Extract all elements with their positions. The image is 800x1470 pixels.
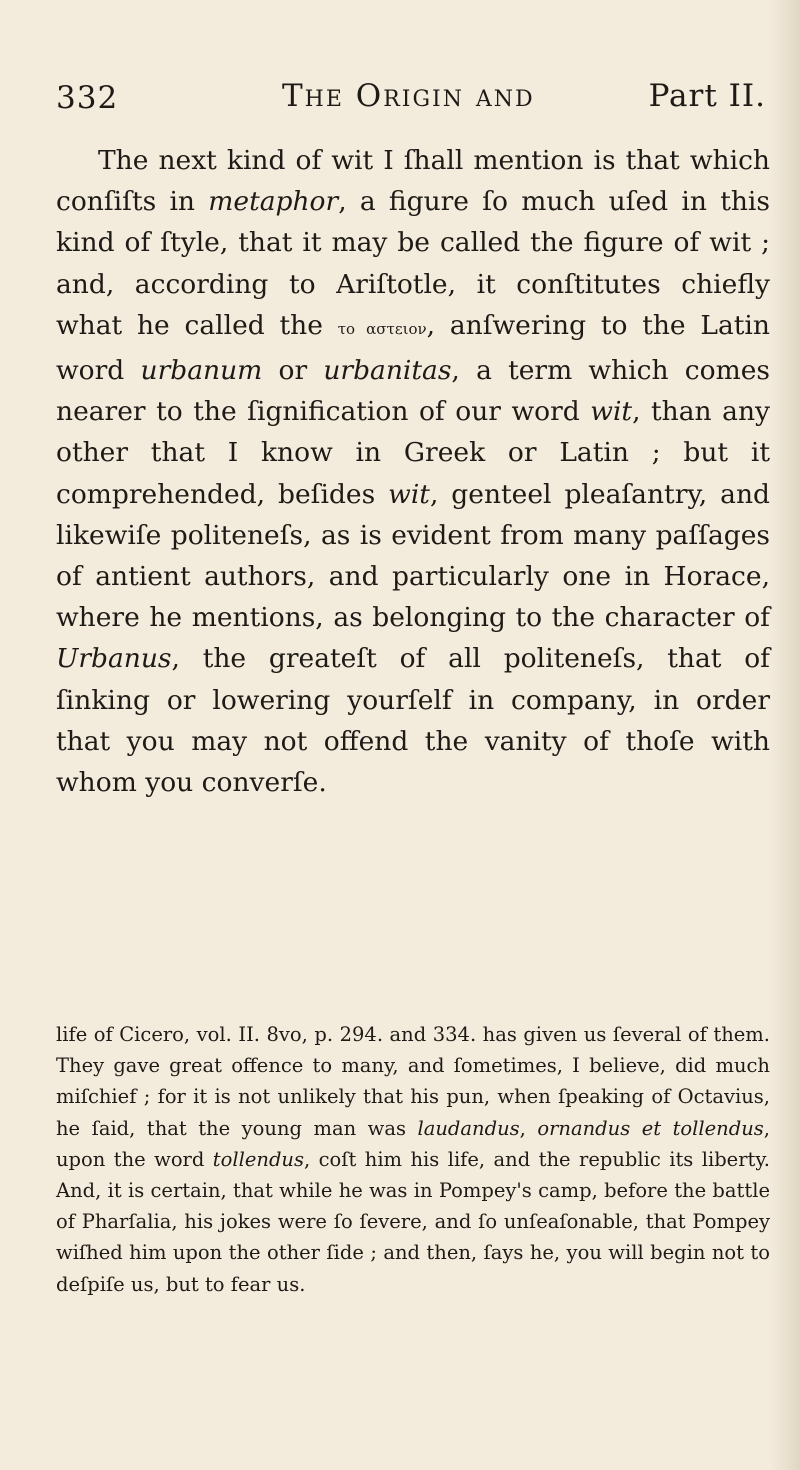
text-run: , the greateſt of all politeneſs, that of ſinking or lowering yourſelf in company, in order that you may not offend the vanity of thoſe with whom you converſe.	[56, 643, 770, 799]
footnote-paragraph	[56, 1019, 770, 1300]
text-run: , coſt him his life, and the republic its liberty. And, it is certain, that while he was in Pompey's camp, before the battle of Pharſalia, his jokes were ſo ſevere, and ſo unſeaſonable, that Pompey wiſhed him upon the other ſide ; and then, ſays he, you will begin not to deſpiſe us, but to fear us.	[56, 1147, 770, 1296]
italic-term-wit: wit	[388, 478, 430, 510]
page-number: 332	[56, 80, 119, 116]
text-run: The next kind of wit I ſhall mention is that which conſiſts in	[56, 145, 770, 218]
italic-term-urbanus: Urbanus	[56, 643, 172, 675]
text-run: or	[262, 355, 324, 387]
text-run: , than any other that I know in Greek or Latin ; but it comprehended, beſides	[56, 396, 770, 510]
running-header	[56, 78, 766, 122]
italic-term-urbanum: urbanum	[140, 355, 263, 387]
page-edge-shadow	[770, 0, 800, 1470]
text-run: , upon the word	[56, 1116, 770, 1171]
running-title: The Origin and	[282, 78, 535, 114]
text-run: , a term which comes nearer to the ſignification of our word	[56, 355, 770, 428]
text-run: ,	[519, 1116, 538, 1140]
italic-term-urbanitas: urbanitas	[323, 355, 452, 387]
text-run: life of Cicero, vol. II. 8vo, p. 294. and 334. has given us ſeveral of them. They gave great offence to many, and ſometimes, I believe, did much miſchief ; for it is not unlikely that his pun, when ſpeaking of Octavius, he ſaid, that the young man was	[56, 1023, 770, 1140]
part-label: Part II.	[648, 78, 766, 114]
main-paragraph	[56, 140, 770, 803]
greek-term: το αστειον	[337, 319, 427, 338]
text-run: , anſwering to the Latin word	[56, 309, 770, 387]
italic-term-wit: wit	[590, 396, 633, 428]
italic-term-metaphor: metaphor	[208, 186, 339, 218]
italic-term-ornandus: ornandus et tollendus	[537, 1116, 764, 1140]
text-run: , genteel pleaſantry, and likewiſe politeneſs, as is evident from many paſſages of antient authors, and particularly one in Horace, where he mentions, as belonging to the character of	[56, 478, 770, 634]
text-run: , a figure ſo much uſed in this kind of ſtyle, that it may be called the figure of wit ; and, according to Ariſtotle, it conſtitutes chiefly what he called the	[56, 186, 770, 341]
italic-term-laudandus: laudandus	[417, 1116, 520, 1140]
italic-term-tollendus: tollendus	[212, 1147, 304, 1171]
